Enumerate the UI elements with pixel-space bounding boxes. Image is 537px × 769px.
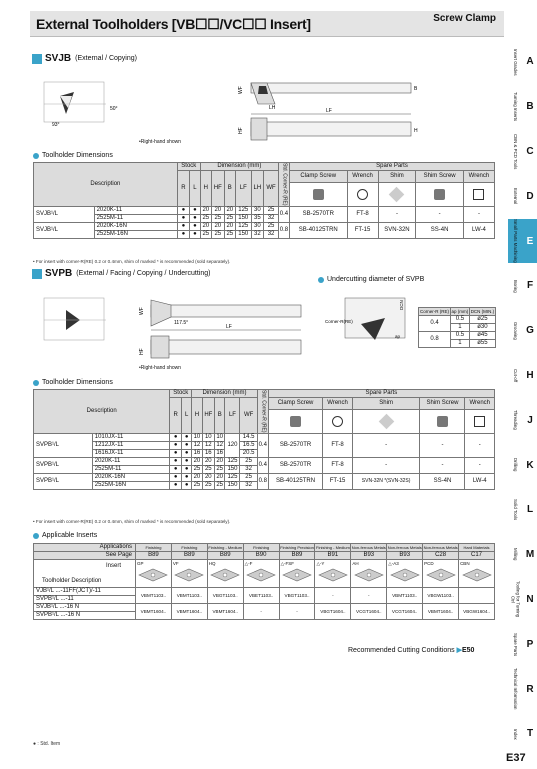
svg-text:DCN: DCN: [399, 300, 404, 310]
insert-designation: VBMT1604..: [423, 604, 459, 620]
insert-chipbreaker-code: PCD: [424, 561, 434, 566]
section-tab-label: Cut-off: [513, 368, 518, 383]
section-tab-label: Threading: [513, 410, 518, 431]
insert-shape-cell: [315, 560, 351, 588]
insert-shape-cell: [279, 560, 315, 588]
section-tab-label: Insert Grades: [513, 48, 518, 76]
section-tab-label: Tooling for Turning Ctrl: [510, 581, 521, 618]
svjb-note: • For insert with corner-R(RE) 0.2 or 0.4mm, shim of marked * is recommended (sold separately).: [33, 259, 231, 264]
section-tab-letter: P: [526, 638, 534, 650]
section-tab-p[interactable]: [508, 622, 537, 666]
inserts-table: Applications Finishing Finishing Finishing - Medium Finishing Finishing Precision Finishing - Medium Non-ferrous Metals Non-ferrous Metals Non-ferrous Metals Hard Materials See Page B89 B89 B89 B90 B89 B91 B93 B93 C28 C17 Insert Toolholder Description GP VF HQ △-F △-FSF △-Y AH △-A3 PCD CBN VJB¹/L ...-11FF(JCT)/-11 VBMT1103.. VBMT1103.. VBGT1103.. VBET1103.. VBGT1103.. - - VBMT1103.. VBGW1103.. SVPB¹/L ...-11 SVJB¹/L ...-16 N VBMT1604.. VBMT1604.. VBMT1604.. - - VBGT1604.. VCGT1604.. VCGT1604.. VBMT1604.. VBGW1604.. SVPB¹/L ...-16 N: [33, 543, 495, 620]
insert-designation: VBMT1604..: [136, 604, 172, 620]
insert-designation: VBMT1604..: [171, 604, 207, 620]
svg-text:Corner-R(RE): Corner-R(RE): [325, 319, 353, 324]
section-tab-letter: L: [526, 504, 534, 516]
section-tab-letter: A: [526, 56, 534, 68]
section-tab-letter: C: [526, 145, 534, 157]
insert-application: Non-ferrous Metals: [351, 545, 386, 550]
section-tab-letter: N: [526, 593, 534, 605]
insert-see-page[interactable]: B89: [207, 552, 243, 560]
section-tab-c[interactable]: [508, 130, 537, 174]
undercut-drawing: [325, 290, 410, 370]
insert-chipbreaker-code: VF: [172, 561, 179, 566]
undercut-title: Undercutting diameter of SVPB: [318, 276, 424, 283]
page-header: [30, 11, 504, 37]
section-tab-label: Drilling: [513, 458, 518, 472]
insert-application: Finishing: [243, 544, 279, 552]
insert-designation: VBGW1103..: [423, 588, 459, 604]
insert-holder-name: VJB¹/L ...-11FF(JCT)/-11: [34, 588, 136, 596]
insert-see-page[interactable]: B89: [136, 552, 172, 560]
section-tab-label: Turning Inserts: [513, 92, 518, 122]
svg-text:WF: WF: [238, 86, 244, 94]
insert-designation: -: [351, 588, 387, 604]
recommended-link[interactable]: Recommended Cutting Conditions ▶E50: [348, 647, 475, 654]
insert-chipbreaker-code: △-A3: [388, 561, 399, 566]
section-tab-letter: F: [526, 280, 534, 292]
svpb-right-hand-note: •Right-hand shown: [139, 365, 182, 371]
insert-holder-name: SVPB¹/L ...-11: [34, 596, 136, 604]
section-tab-g[interactable]: [508, 309, 537, 353]
section-tab-letter: M: [525, 549, 535, 561]
insert-shape-cell: [136, 560, 172, 588]
svg-text:B: B: [414, 86, 418, 92]
svg-text:HF: HF: [139, 348, 145, 355]
insert-see-page[interactable]: B93: [351, 552, 387, 560]
insert-chipbreaker-code: GP: [137, 561, 144, 566]
svjb-table-title: Toolholder Dimensions: [33, 152, 113, 159]
svg-text:HF: HF: [238, 127, 244, 134]
svjb-drawing: [36, 74, 436, 146]
section-tab-n[interactable]: [508, 578, 537, 622]
section-tab-d[interactable]: [508, 174, 537, 218]
insert-chipbreaker-code: AH: [352, 561, 359, 566]
section-tab-label: Index: [513, 728, 518, 740]
svjb-right-hand-note: •Right-hand shown: [139, 139, 182, 145]
insert-designation: VBGT1103..: [207, 588, 243, 604]
insert-chipbreaker-code: HQ: [208, 561, 216, 566]
insert-shape-cell: [351, 560, 387, 588]
insert-see-page[interactable]: C17: [459, 552, 495, 560]
section-tab-h[interactable]: [508, 354, 537, 398]
insert-chipbreaker-code: △-F: [244, 561, 253, 566]
insert-holder-name: SVJB¹/L ...-16 N: [34, 604, 136, 612]
insert-designation: -: [315, 588, 351, 604]
section-tab-letter: H: [526, 369, 534, 381]
section-tab-label: Boring: [513, 279, 518, 293]
insert-designation: VBGT1103..: [279, 588, 315, 604]
undercut-table: Corner-R (RE) ap (mm) DCN (MIN.) 0.4 0.5 ø25 1 ø30 0.8 0.5 ø45 1 ø55: [419, 309, 495, 346]
insert-designation: [459, 588, 495, 604]
section-tab-label: Milling: [513, 548, 518, 561]
insert-shape-cell: [171, 560, 207, 588]
insert-designation: VBGW1604..: [459, 604, 495, 620]
insert-designation: VBMT1103..: [171, 588, 207, 604]
insert-designation: VBGT1604..: [315, 604, 351, 620]
section-tab-m[interactable]: [508, 533, 537, 577]
insert-shape-cell: [387, 560, 423, 588]
section-tab-label: Small Parts Machining: [513, 219, 518, 263]
section-tab-letter: B: [526, 101, 534, 113]
insert-application: Finishing: [136, 544, 172, 552]
legend: ● : Std. Item: [33, 741, 61, 747]
insert-application: Non-ferrous Metals: [423, 545, 458, 550]
svjb-angle-50: 50°: [110, 106, 118, 112]
inserts-title: Applicable Inserts: [33, 532, 97, 539]
section-tab-k[interactable]: [508, 443, 537, 487]
section-tab-a[interactable]: [508, 40, 537, 84]
svpb-angle: 117.5°: [174, 320, 189, 326]
section-tab-label: Solid Tools: [513, 499, 518, 521]
svg-text:LF: LF: [226, 324, 232, 330]
insert-application: Non-ferrous Metals: [387, 545, 422, 550]
page-number: E37: [506, 752, 526, 764]
section-tab-label: CBN & PCD Tools: [513, 133, 518, 170]
section-tab-label: External: [513, 188, 518, 205]
insert-designation: VBMT1604..: [207, 604, 243, 620]
insert-designation: -: [243, 604, 279, 620]
section-tab-letter: E: [526, 235, 534, 247]
insert-shape-cell: [459, 560, 495, 588]
section-tab-f[interactable]: [508, 264, 537, 308]
section-tab-label: Grooving: [513, 321, 518, 340]
insert-see-page[interactable]: B89: [171, 552, 207, 560]
insert-shape-cell: [423, 560, 459, 588]
section-tab-j[interactable]: [508, 398, 537, 442]
insert-chipbreaker-code: CBN: [460, 561, 470, 566]
insert-designation: -: [279, 604, 315, 620]
insert-application: Finishing Precision: [280, 545, 314, 550]
insert-application: Finishing - Medium: [316, 545, 350, 550]
section-tab-label: Spare Parts: [513, 632, 518, 656]
section-tab-l[interactable]: [508, 488, 537, 532]
insert-designation: VBMT1103..: [387, 588, 423, 604]
svjb-lf: LF: [326, 108, 332, 114]
svpb-drawing: [36, 290, 316, 370]
svpb-table: Description Stock Dimension (mm) Std. Corner-R (RE) Spare Parts R L H HF B LF WF Clamp Screw Wrench Shim Shim Screw Wrench SVPB¹/L 1010JX-11 ● ● 10 10 10 120 14.5 0.4 SB-2570TR FT-8 - - - 1212JX-11 ● ● 12 12 12 16.5 1616JX-11 ● ● 16 16 16 20.5 SVPB¹/L 2020K-11 ● ● 20 20 20 125 25 0.4 SB-2570TR FT-8 - - - 2525M-11 ● ● 25 25 25 150 32 SVPB¹/L 2020K-16N ● ● 20 20 20 125 25 0.8 SB-40125TRN FT-15 SVN-32N *(SVN-32S) SS-4N LW-4 2525M-16N ● ● 25 25 25 150 32: [33, 389, 495, 490]
insert-see-page[interactable]: B90: [243, 552, 279, 560]
insert-shape-cell: [207, 560, 243, 588]
page-subtitle: Screw Clamp: [433, 13, 496, 24]
section-tab-r[interactable]: [508, 667, 537, 711]
section-tab-letter: D: [526, 190, 534, 202]
svg-text:WF: WF: [139, 307, 145, 315]
section-tab-letter: J: [527, 414, 533, 426]
svjb-table: Description Stock Dimension (mm) Std. Corner-R (RE) Spare Parts R L H HF B LF LH WF Clamp Screw Wrench Shim Shim Screw Wrench SVJB¹/L 2020K-11 ● ● 20 20 20 125 30 25 0.4 SB-2570TR FT-8 - - - 2525M-11 ● ● 25 25 25 150 35 32 SVJB¹/L 2020K-16N ● ● 20 20 20 125 30 25 0.8 SB-40125TRN FT-15 SVN-32N SS-4N LW-4 2525M-16N ● ● 25 25 25 150 32 32: [33, 162, 495, 239]
svg-text:H: H: [414, 128, 418, 134]
insert-see-page[interactable]: C28: [423, 552, 459, 560]
insert-designation: VBMT1103..: [136, 588, 172, 604]
section-tab-letter: K: [526, 459, 534, 471]
insert-application: Finishing - Medium: [208, 545, 243, 550]
insert-designation: VCGT1604..: [351, 604, 387, 620]
svjb-angle-93: 93°: [52, 122, 60, 128]
section-tab-label: Technical Information: [513, 668, 518, 710]
insert-designation: VCGT1604..: [387, 604, 423, 620]
insert-chipbreaker-code: △-FSF: [280, 561, 295, 566]
svjb-heading: SVJB (External / Copying): [32, 53, 137, 64]
insert-see-page[interactable]: B89: [279, 552, 315, 560]
page-title: External Toolholders [VB☐☐/VC☐☐ Insert]: [36, 16, 311, 32]
insert-holder-name: SVPB¹/L ...-16 N: [34, 612, 136, 620]
svpb-table-title: Toolholder Dimensions: [33, 379, 113, 386]
svg-text:LH: LH: [269, 105, 276, 111]
insert-designation: VBET1103..: [243, 588, 279, 604]
svg-text:ap: ap: [395, 334, 401, 339]
svpb-heading: SVPB (External / Facing / Copying / Undercutting): [32, 268, 210, 279]
section-tab-b[interactable]: [508, 85, 537, 129]
insert-chipbreaker-code: △-Y: [316, 561, 325, 566]
insert-see-page[interactable]: B91: [315, 552, 351, 560]
insert-shape-cell: [243, 560, 279, 588]
section-tab-letter: R: [526, 683, 534, 695]
section-tab-letter: G: [526, 325, 534, 337]
section-tab-t[interactable]: [508, 712, 537, 756]
insert-see-page[interactable]: B93: [387, 552, 423, 560]
section-tab-e[interactable]: [508, 219, 537, 263]
svpb-note: • For insert with corner-R(RE) 0.2 or 0.4mm, shim of marked * is recommended (sold separately).: [33, 519, 231, 524]
section-tab-letter: T: [526, 728, 534, 740]
insert-application: Hard Materials: [459, 544, 495, 552]
insert-application: Finishing: [171, 544, 207, 552]
